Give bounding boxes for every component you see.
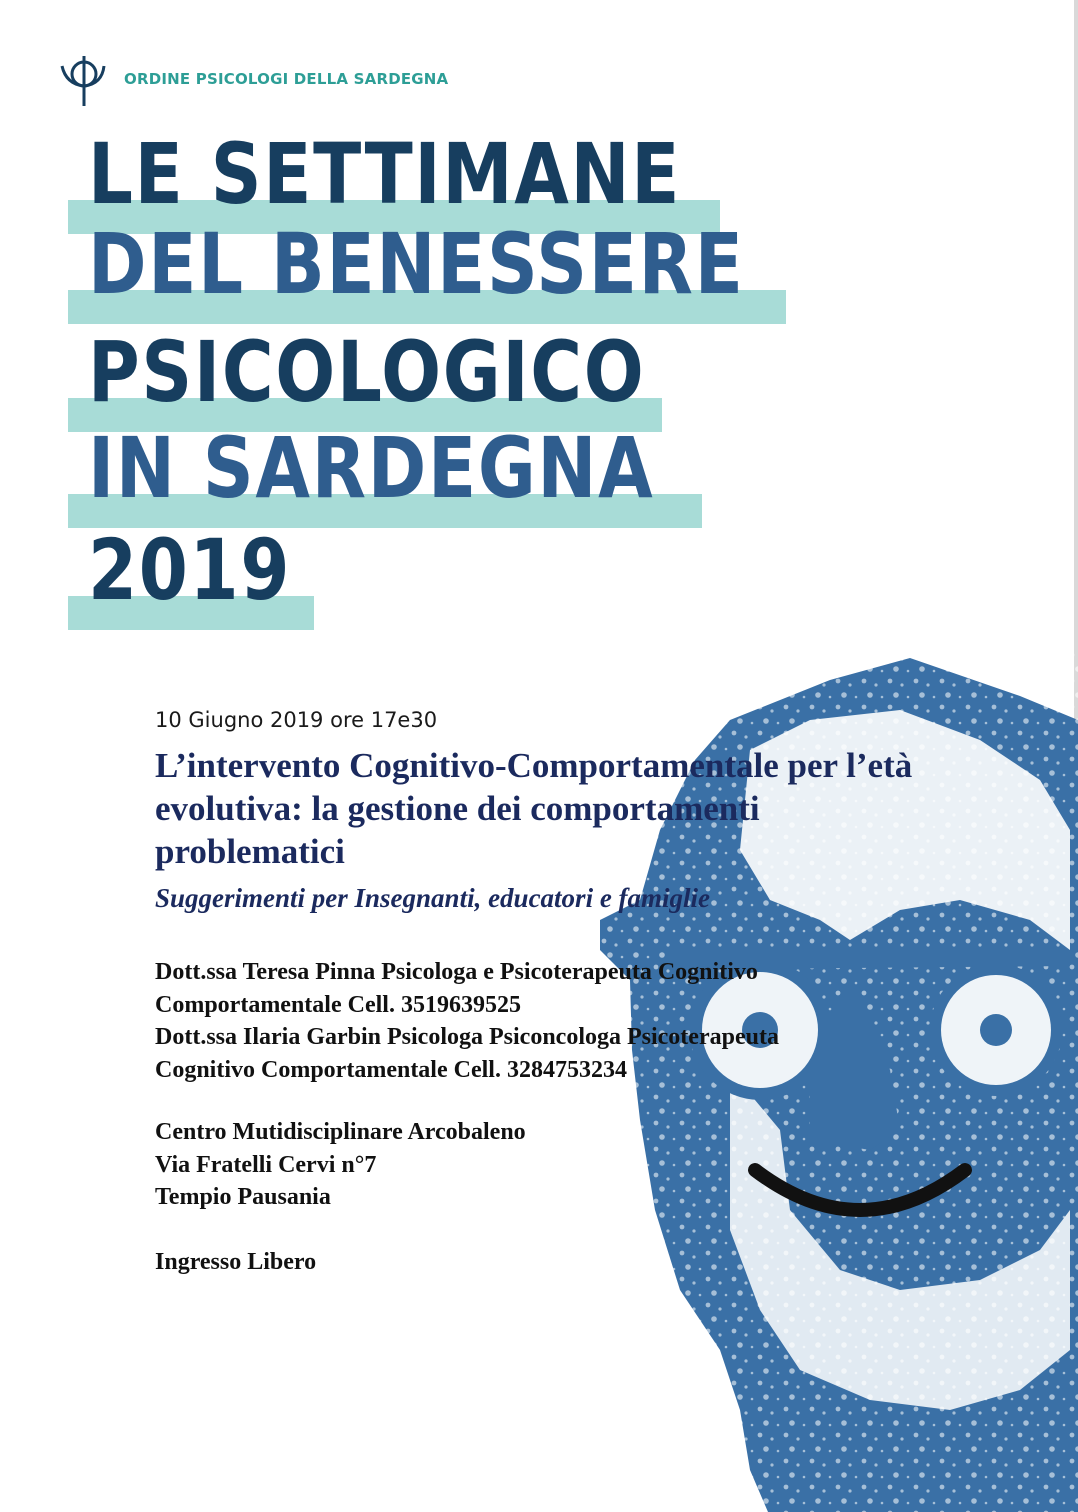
event-headline: L’intervento Cognitivo-Comportamentale per l’età evolutiva: la gestione dei comportamenti problematici [155, 746, 913, 871]
organization-name: ORDINE PSICOLOGI DELLA SARDEGNA [124, 70, 449, 88]
title-text: DEL BENESSERE [88, 215, 745, 313]
speaker-line: Dott.ssa Teresa Pinna Psicologa e Psicoterapeuta Cognitivo [155, 959, 758, 985]
venue-block [155, 1116, 526, 1214]
speaker-line: Cognitivo Comportamentale Cell. 3284753234 [155, 1056, 627, 1083]
venue-line: Tempio Pausania [155, 1184, 331, 1210]
event-subtitle: Suggerimenti per Insegnanti, educatori e famiglie [155, 883, 711, 913]
title-text: IN SARDEGNA [88, 419, 655, 517]
title-text: 2019 [88, 521, 292, 619]
venue-line: Via Fratelli Cervi n°7 [155, 1151, 377, 1178]
speakers-block [155, 956, 779, 1086]
speaker-line: Comportamentale Cell. 3519639525 [155, 991, 521, 1018]
speaker-line: Dott.ssa Ilaria Garbin Psicologa Psiconcologa Psicoterapeuta [155, 1024, 779, 1050]
event-date: 10 Giugno 2019 ore 17e30 [155, 708, 438, 732]
title-text: PSICOLOGICO [88, 323, 646, 421]
title-text: LE SETTIMANE [88, 125, 682, 223]
venue-line: Centro Mutidisciplinare Arcobaleno [155, 1119, 526, 1145]
admission-text: Ingresso Libero [155, 1249, 317, 1275]
psi-symbol-icon [60, 54, 106, 108]
